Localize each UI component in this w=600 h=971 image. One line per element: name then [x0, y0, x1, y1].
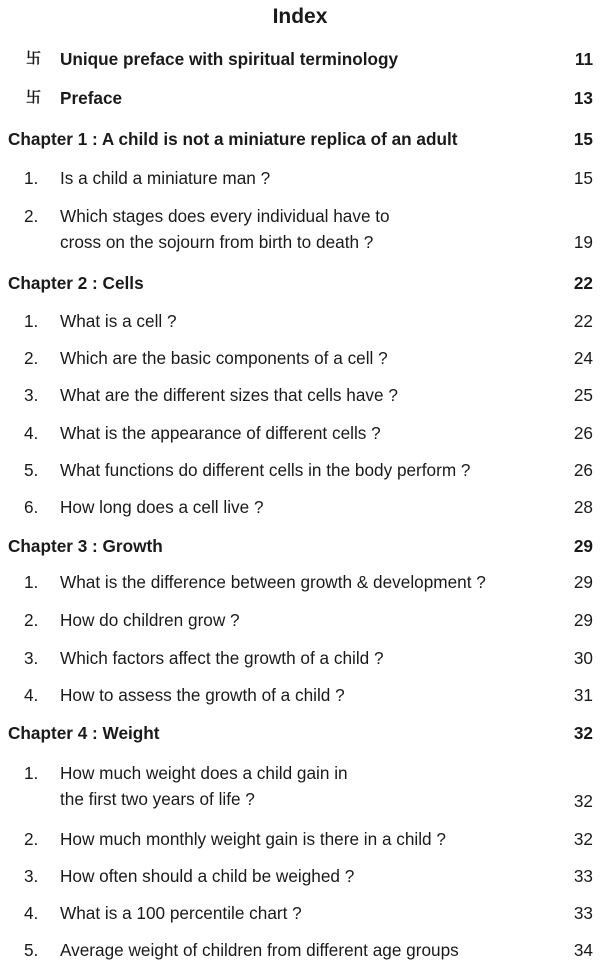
page-number: 33	[573, 903, 593, 923]
entry-text: How much weight does a child gain in	[60, 763, 348, 783]
item-number: 2.	[24, 610, 39, 630]
chapter-title: Chapter 3 : Growth	[8, 536, 163, 556]
item-number: 2.	[24, 348, 39, 368]
entry-text-continued: cross on the sojourn from birth to death ?	[60, 232, 374, 252]
page-number: 15	[573, 129, 593, 149]
page-title: Index	[272, 5, 328, 28]
item-number: 5.	[24, 940, 39, 960]
item-number: 6.	[24, 497, 39, 517]
page-number: 22	[573, 311, 593, 331]
entry-text: What is the difference between growth & development ?	[60, 572, 486, 592]
item-number: 1.	[24, 572, 39, 592]
entry-text: What is a 100 percentile chart ?	[60, 903, 302, 923]
page-number: 29	[573, 572, 593, 592]
item-number: 5.	[24, 460, 39, 480]
page-number: 32	[573, 791, 593, 811]
entry-text: Is a child a miniature man ?	[60, 168, 271, 188]
page-number: 11	[574, 49, 593, 69]
page-number: 32	[573, 829, 593, 849]
chapter-title: Chapter 1 : A child is not a miniature replica of an adult	[8, 129, 458, 149]
item-number: 4.	[24, 685, 39, 705]
page-number: 19	[573, 232, 593, 252]
chapter-title: Chapter 4 : Weight	[8, 723, 160, 743]
entry-text: Unique preface with spiritual terminology	[60, 49, 399, 69]
item-number: 2.	[24, 206, 39, 226]
page-number: 29	[573, 536, 593, 556]
page-number: 13	[573, 88, 593, 108]
page-number: 26	[573, 460, 593, 480]
entry-text: What is the appearance of different cells ?	[60, 423, 381, 443]
item-number: 1.	[24, 763, 39, 783]
entry-text: How much monthly weight gain is there in a child ?	[60, 829, 446, 849]
entry-text: How to assess the growth of a child ?	[60, 685, 345, 705]
entry-text-continued: the first two years of life ?	[60, 789, 255, 809]
swastika-icon: 卐	[26, 89, 42, 106]
page-number: 30	[573, 648, 593, 668]
chapter-title: Chapter 2 : Cells	[8, 273, 144, 293]
item-number: 1.	[24, 168, 39, 188]
page-number: 34	[573, 940, 593, 960]
entry-text: Preface	[60, 88, 123, 108]
entry-text: Which stages does every individual have to	[60, 206, 390, 226]
entry-text: What are the different sizes that cells have ?	[60, 385, 398, 405]
item-number: 4.	[24, 903, 39, 923]
item-number: 1.	[24, 311, 39, 331]
swastika-icon: 卐	[26, 50, 42, 67]
entry-text: How long does a cell live ?	[60, 497, 264, 517]
page-number: 28	[573, 497, 593, 517]
page-number: 25	[573, 385, 593, 405]
page-number: 33	[573, 866, 593, 886]
item-number: 3.	[24, 648, 39, 668]
page-number: 29	[573, 610, 593, 630]
entry-text: What is a cell ?	[60, 311, 177, 331]
entry-text: What functions do different cells in the body perform ?	[60, 460, 471, 480]
item-number: 2.	[24, 829, 39, 849]
entry-text: How do children grow ?	[60, 610, 240, 630]
page-number: 32	[573, 723, 593, 743]
item-number: 3.	[24, 385, 39, 405]
entry-text: Which are the basic components of a cell ?	[60, 348, 388, 368]
entry-text: How often should a child be weighed ?	[60, 866, 355, 886]
item-number: 4.	[24, 423, 39, 443]
page-number: 24	[573, 348, 593, 368]
item-number: 3.	[24, 866, 39, 886]
page-number: 15	[573, 168, 593, 188]
page-number: 31	[573, 685, 593, 705]
page-number: 22	[573, 273, 593, 293]
page-number: 26	[573, 423, 593, 443]
entry-text: Which factors affect the growth of a child ?	[60, 648, 384, 668]
entry-text: Average weight of children from different age groups	[60, 940, 459, 960]
